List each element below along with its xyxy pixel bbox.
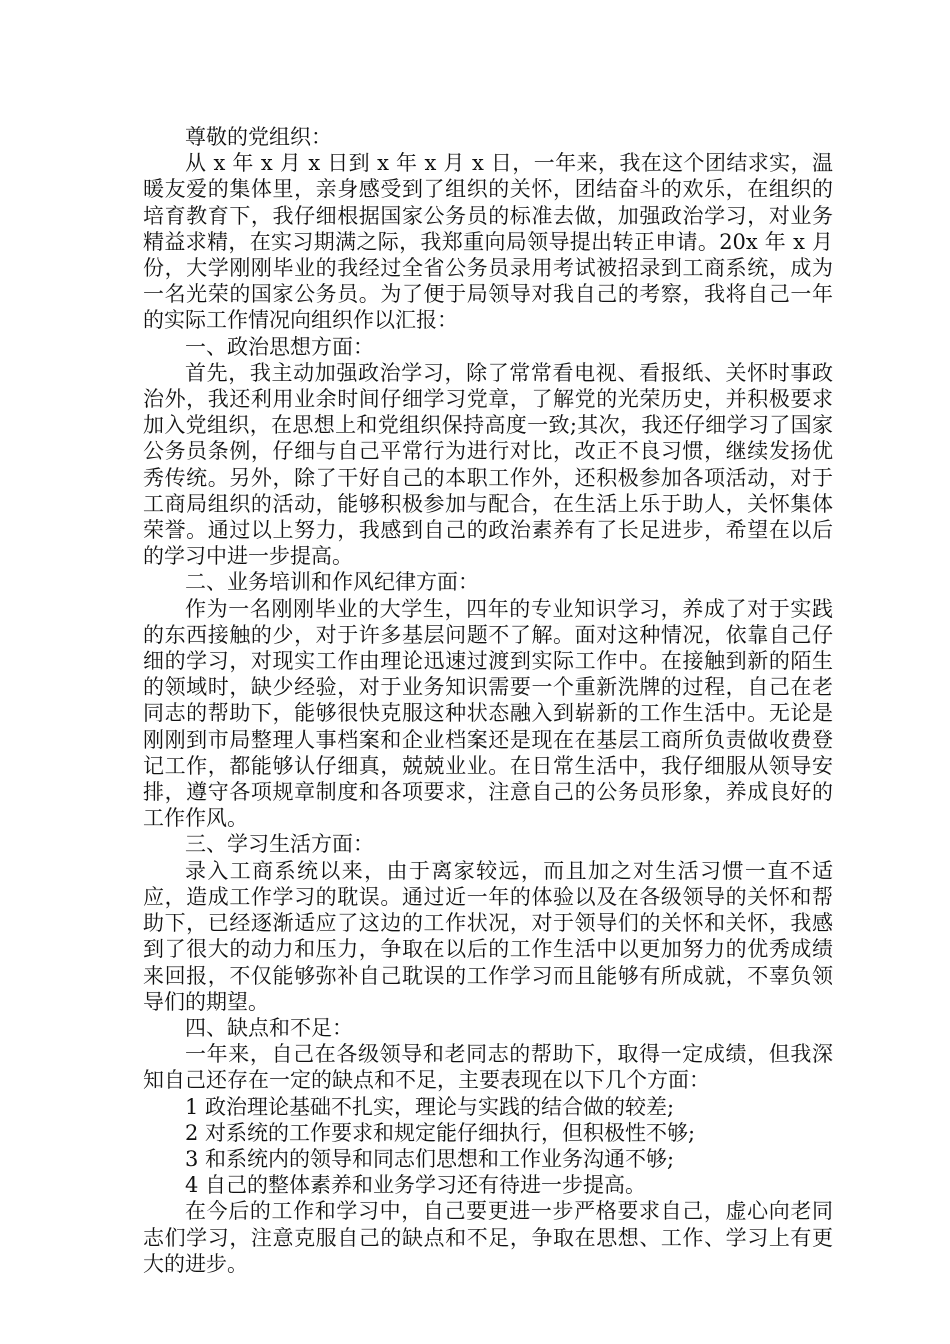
shortcoming-item-2: 2 对系统的工作要求和规定能仔细执行，但积极性不够; [185,1120,696,1145]
shortcomings-paragraph: 一年来，自己在各级领导和老同志的帮助下，取得一定成绩，但我深知自己还存在一定的缺点和不足，主要表现在以下几个方面： [143,1042,833,1093]
life-paragraph: 录入工商系统以来，由于离家较远，而且加之对生活习惯一直不适应，造成工作学习的耽误。通过近一年的体验以及在各级领导的关怀和帮助下，已经逐渐适应了这边的工作状况，对于领导们的关怀和关怀，我感到了很大的动力和压力，争取在以后的工作生活中以更加努力的优秀成绩来回报，不仅能够弥补自己耽误的工作学习而且能够有所成就，不辜负领导们的期望。 [143,858,833,1014]
shortcoming-item-1: 1 政治理论基础不扎实，理论与实践的结合做的较差; [185,1094,675,1119]
training-paragraph: 作为一名刚刚毕业的大学生，四年的专业知识学习，养成了对于实践的东西接触的少，对于许多基层问题不了解。面对这种情况，依靠自己仔细的学习，对现实工作由理论迅速过渡到实际工作中。在接触到新的陌生的领域时，缺少经验，对于业务知识需要一个重新洗牌的过程，自己在老同志的帮助下，能够很快克服这种状态融入到崭新的工作生活中。无论是刚刚到市局整理人事档案和企业档案还是现在在基层工商所负责做收费登记工作，都能够认仔细真，兢兢业业。在日常生活中，我仔细服从领导安排，遵守各项规章制度和各项要求，注意自己的公务员形象，养成良好的工作作风。 [143,596,833,831]
intro-paragraph: 从 x 年 x 月 x 日到 x 年 x 月 x 日，一年来，我在这个团结求实，温暖友爱的集体里，亲身感受到了组织的关怀，团结奋斗的欢乐，在组织的培育教育下，我仔细根据国家公务员的标准去做，加强政治学习，对业务精益求精，在实习期满之际，我郑重向局领导提出转正申请。20x 年 x 月份，大学刚刚毕业的我经过全省公务员录用考试被招录到工商系统，成为一名光荣的国家公务员。为了便于局领导对我自己的考察，我将自己一年的实际工作情况向组织作以汇报： [143,151,833,333]
section-heading-political: 一、政治思想方面： [185,334,374,359]
document-body [143,124,833,1277]
section-heading-shortcomings: 四、缺点和不足： [185,1015,353,1040]
shortcoming-item-4: 4 自己的整体素养和业务学习还有待进一步提高。 [185,1173,647,1198]
political-paragraph: 首先，我主动加强政治学习，除了常常看电视、看报纸、关怀时事政治外，我还利用业余时间仔细学习党章，了解党的光荣历史，并积极要求加入党组织，在思想上和党组织保持高度一致;其次，我还仔细学习了国家公务员条例，仔细与自己平常行为进行对比，改正不良习惯，继续发扬优秀传统。另外，除了干好自己的本职工作外，还积极参加各项活动，对于工商局组织的活动，能够积极参加与配合，在生活上乐于助人，关怀集体荣誉。通过以上努力，我感到自己的政治素养有了长足进步，希望在以后的学习中进一步提高。 [143,360,833,569]
section-heading-life: 三、学习生活方面： [185,832,374,857]
salutation: 尊敬的党组织： [185,125,332,149]
closing-paragraph: 在今后的工作和学习中，自己要更进一步严格要求自己，虚心向老同志们学习，注意克服自己的缺点和不足，争取在思想、工作、学习上有更大的进步。 [143,1199,833,1276]
section-heading-training: 二、业务培训和作风纪律方面： [185,570,479,595]
shortcoming-item-3: 3 和系统内的领导和同志们思想和工作业务沟通不够; [185,1146,675,1171]
